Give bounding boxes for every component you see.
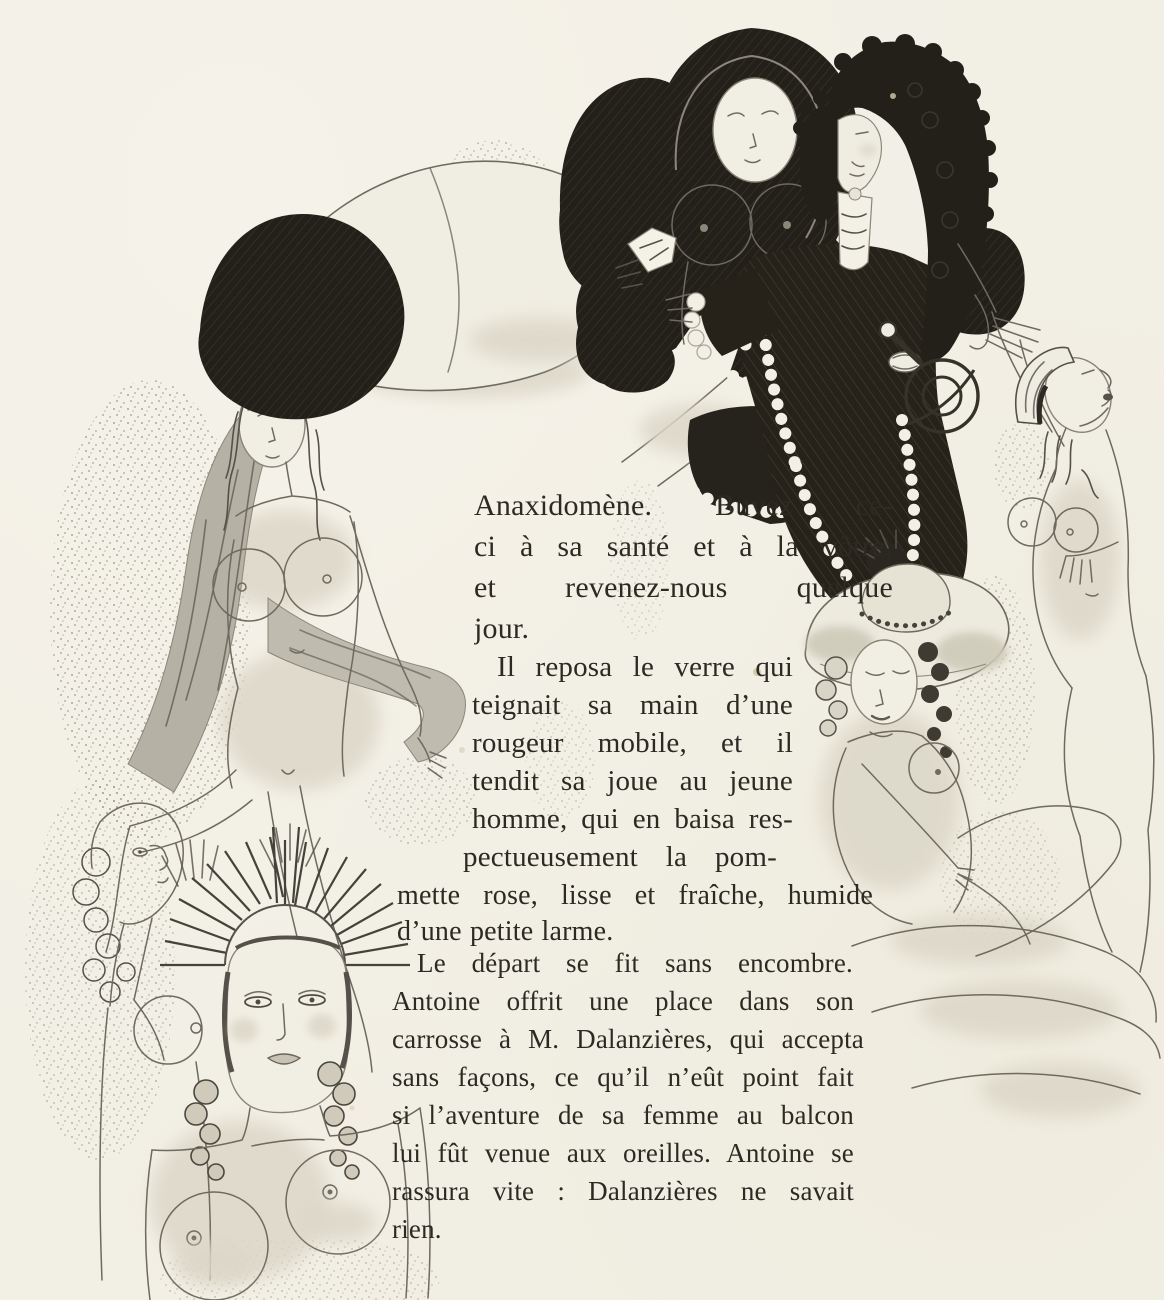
text-line: pectueusement la pom-: [463, 841, 777, 873]
text-line: jour.: [474, 612, 530, 645]
text-line: et revenez-nous quelque: [474, 571, 893, 604]
text-line: homme, qui en baisa res-: [472, 803, 793, 835]
text-line: teignait sa main d’une: [472, 689, 793, 721]
text-line: Antoine offrit une place dans son: [392, 986, 854, 1016]
text-line: d’une petite larme.: [397, 916, 614, 947]
text-line: rougeur mobile, et il: [472, 727, 793, 759]
text-line: rassura vite : Dalanzières ne savait: [392, 1176, 854, 1206]
text-line: Anaxidomène. Buvez ce-: [474, 489, 893, 522]
text-line: Le départ se fit sans encombre.: [417, 948, 853, 978]
text-line: Il reposa le verre qui: [497, 651, 793, 683]
text-line: si l’aventure de sa femme au balcon: [392, 1100, 854, 1130]
text-line: mette rose, lisse et fraîche, humide: [397, 880, 873, 911]
text-line: rien.: [392, 1214, 442, 1244]
text-line: tendit sa joue au jeune: [472, 765, 793, 797]
text-line: ci à sa santé et à la vôtre,: [474, 530, 893, 563]
text-line: lui fût venue aux oreilles. Antoine se: [392, 1138, 854, 1168]
text-line: sans façons, ce qu’il n’eût point fait: [392, 1062, 854, 1092]
text-line: carrosse à M. Dalanzières, qui accepta: [392, 1024, 864, 1054]
